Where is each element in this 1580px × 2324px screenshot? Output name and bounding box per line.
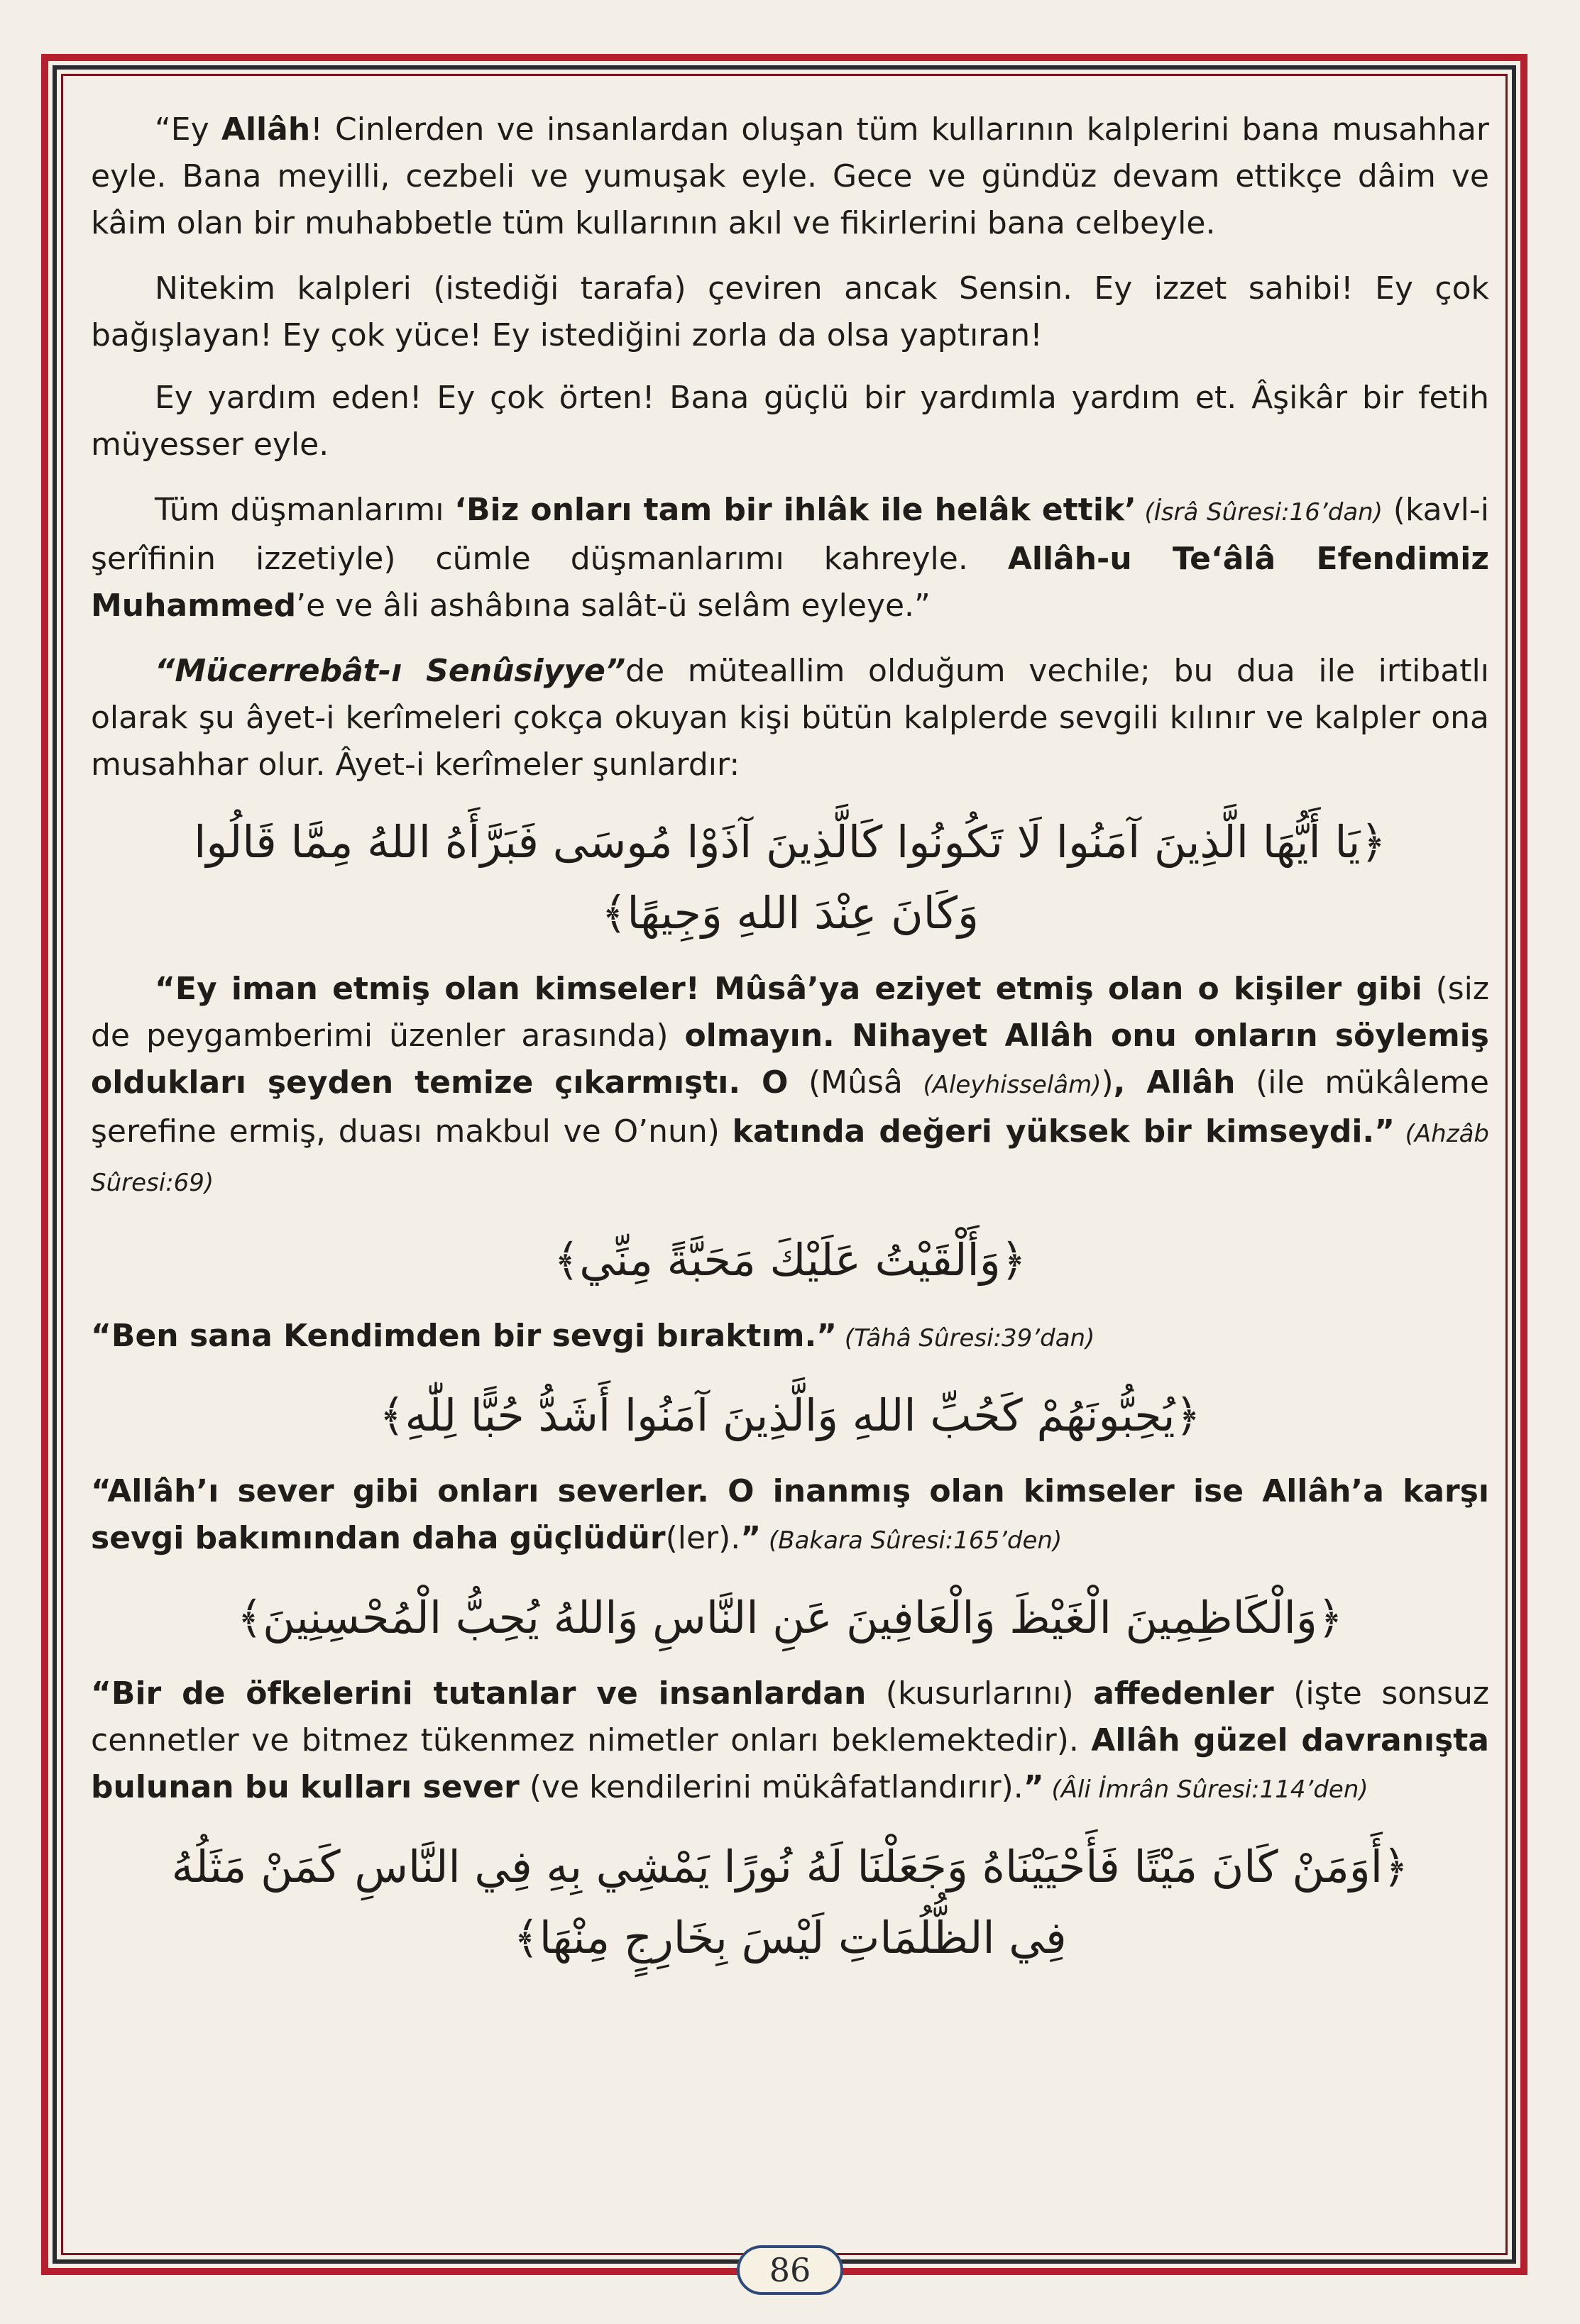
text: ) [1101,1064,1114,1101]
honorific: (Aleyhisselâm) [923,1071,1102,1099]
bold-text: ” [740,1520,762,1556]
translation-taha [91,1313,1489,1362]
bold-text: Allâh-u Te‘âlâ Efendimiz Muhammed [91,541,1489,624]
bold-text: “Bir de öfkelerini tutanlar ve insanlardan [91,1675,867,1712]
bold-text: , Allâh [1113,1064,1236,1101]
arabic-line: ﴿يَا أَيُّهَا الَّذِينَ آمَنُوا لَا تَكُونُوا كَالَّذِينَ آذَوْا مُوسَى فَبَرَّأَهُ اللهُ مِمَّا قَالُوا [194,816,1386,868]
text: (ler). [665,1520,741,1556]
source-reference: (Ahzâb Sûresi:69) [91,1120,1489,1197]
arabic-verse-ali-imran: ﴿وَالْكَاظِمِينَ الْغَيْظَ وَالْعَافِينَ عَنِ النَّاسِ وَاللهُ يُحِبُّ الْمُحْسِنِينَ﴾ [236,1592,1344,1643]
book-title: “Mücerrebât-ı Senûsiyye” [155,653,626,689]
arabic-verse-taha: ﴿وَأَلْقَيْتُ عَلَيْكَ مَحَبَّةً مِنِّي﴾ [553,1234,1027,1286]
page-number-badge [737,2245,843,2295]
text: de müteallim olduğum vechile; bu dua ile irtibatlı olarak şu âyet-i kerîmeleri çokça okuyan kişi bütün kalplerde sevgili kılınır ve kalpler ona musahhar olur. Âyet-i kerîmeler şunlardır: [91,653,1489,783]
bold-text: olmayın. Nihayet Allâh onu onların söylemiş oldukları şeyden temize çıkarmıştı. O [91,1018,1489,1101]
bold-text: “Ben sana Kendimden bir sevgi bıraktım.” [91,1318,838,1354]
text: ’e ve âli ashâbına salât-ü selâm eyleye.” [296,588,931,624]
bold-text: Allâh güzel davranışta bulunan bu kulları sever [91,1722,1489,1805]
bold-text: katında değeri yüksek bir kimseydi.” [732,1113,1395,1150]
translation-bakara [91,1468,1489,1564]
source-reference: (Tâhâ Sûresi:39’dan) [837,1324,1095,1353]
arabic-line: ﴿أَوَمَنْ كَانَ مَيْتًا فَأَحْيَيْنَاهُ وَجَعَلْنَا لَهُ نُورًا يَمْشِي بِهِ فِي النَّاسِ كَمَنْ مَثَلُهُ [171,1841,1409,1893]
source-reference: (Bakara Sûresi:165’den) [761,1526,1063,1555]
translation-ali-imran [91,1670,1489,1813]
source-reference: (Âli İmrân Sûresi:114’den) [1043,1775,1368,1804]
text: (Mûsâ [788,1064,923,1101]
arabic-verse-enam [91,1832,1489,1973]
translation-ahzab [91,966,1489,1206]
bold-text: ‘Biz onları tam bir ihlâk ile helâk ettik’ [454,492,1136,528]
paragraph-prayer-3: Ey yardım eden! Ey çok örten! Bana güçlü bir yardımla yardım et. Âşikâr bir fetih müyesser eyle. [91,380,1489,463]
text: (ve kendilerini mükâfatlandırır). [519,1769,1024,1805]
bold-text: ” [1023,1769,1044,1805]
paragraph-prayer-2: Nitekim kalpleri (istediği tarafa) çeviren ancak Sensin. Ey izzet sahibi! Ey çok bağışlayan! Ey çok yüce! Ey istediğini zorla da olsa yaptıran! [91,270,1489,353]
arabic-verse-bakara: ﴿يُحِبُّونَهُمْ كَحُبِّ اللهِ وَالَّذِينَ آمَنُوا أَشَدُّ حُبًّا لِلّٰهِ﴾ [379,1389,1201,1441]
text: “Ey [155,111,221,148]
source-reference: (İsrâ Sûresi:16’dan) [1136,498,1383,527]
paragraph-prayer-4 [91,487,1489,629]
text: (kusurlarını) [866,1675,1094,1712]
text: Tüm düşmanlarımı [155,492,455,528]
arabic-verse-ahzab [91,807,1489,949]
text: (kavl-i şerîfinin izzetiyle) cümle düşmanlarımı kahreyle. [91,492,1489,577]
text: ! Cinlerden ve insanlardan oluşan tüm kullarının kalplerini bana musahhar eyle. Bana meyilli, cezbeli ve yumuşak eyle. Gece ve gündüz devam ettikçe dâim ve kâim olan bir muhabbetle tüm kullarının akıl ve fikirlerini bana celbeyle. [91,111,1490,241]
text: (siz de peygamberimi üzenler arasında) [91,971,1489,1054]
bold-text: “Ey iman etmiş olan kimseler! Mûsâ’ya eziyet etmiş olan o kişiler gibi [155,971,1422,1007]
bold-text: Allâh [221,111,311,148]
arabic-line: وَكَانَ عِنْدَ اللهِ وَجِيهًا﴾ [601,887,979,939]
page-content [91,106,1489,1990]
text: (ile mükâleme şerefine ermiş, duası makbul ve O’nun) [91,1064,1489,1150]
page-number: 86 [769,2251,811,2289]
arabic-line: فِي الظُّلُمَاتِ لَيْسَ بِخَارِجٍ مِنْهَا﴾ [513,1912,1067,1964]
paragraph-intro [91,648,1489,788]
bold-text: affedenler [1093,1675,1274,1712]
paragraph-prayer-1 [91,106,1489,247]
text: (işte sonsuz cennetler ve bitmez tükenmez nimetler onları beklemektedir). [91,1675,1489,1758]
bold-text: “Allâh’ı sever gibi onları severler. O inanmış olan kimseler ise Allâh’a karşı sevgi bakımından daha güçlüdür [91,1473,1489,1556]
page-number-ornament [733,2242,847,2298]
